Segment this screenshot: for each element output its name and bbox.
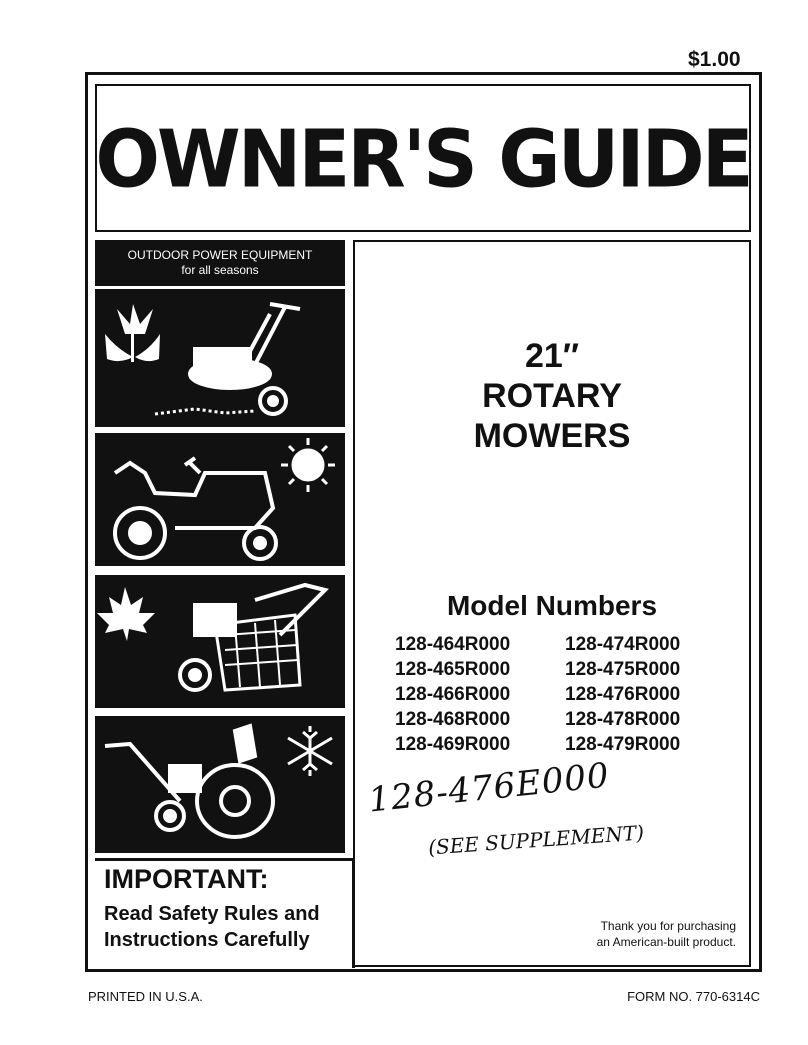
model-number: 128-464R000 bbox=[395, 634, 511, 655]
model-number: 128-468R000 bbox=[395, 709, 511, 730]
printed-in-label: PRINTED IN U.S.A. bbox=[88, 989, 203, 1004]
tiller-illustration bbox=[95, 289, 345, 427]
product-size: 21″ bbox=[524, 337, 580, 375]
product-category: MOWERS bbox=[473, 417, 631, 455]
thank-you-line2: an American-built product. bbox=[596, 935, 736, 949]
model-number: 128-466R000 bbox=[395, 684, 511, 705]
safety-instructions bbox=[104, 901, 320, 953]
fall-chipper-panel bbox=[95, 575, 345, 708]
season-header bbox=[95, 240, 345, 286]
snowflake-icon bbox=[288, 726, 332, 776]
safety-line2: Instructions Carefully bbox=[104, 929, 310, 951]
chipper-illustration bbox=[95, 575, 345, 708]
product-type: ROTARY bbox=[482, 377, 622, 415]
important-heading: IMPORTANT: bbox=[104, 864, 269, 894]
winter-snowthrower-panel bbox=[95, 716, 345, 853]
spring-tiller-panel bbox=[95, 289, 345, 427]
chipper-icon bbox=[180, 585, 325, 690]
model-numbers-list bbox=[395, 634, 735, 756]
thank-you-note bbox=[536, 918, 736, 950]
sun-icon bbox=[281, 438, 335, 492]
season-header-line2: for all seasons bbox=[181, 263, 259, 277]
snowthrower-icon bbox=[105, 726, 273, 837]
page-title: OWNER'S GUIDE bbox=[95, 111, 751, 205]
tiller-icon bbox=[155, 304, 300, 414]
form-number: FORM NO. 770-6314C bbox=[627, 989, 760, 1004]
model-number: 128-469R000 bbox=[395, 734, 511, 755]
handwritten-supplement-note: (SEE SUPPLEMENT) bbox=[427, 820, 645, 860]
price-label: $1.00 bbox=[688, 48, 741, 71]
tractor-icon bbox=[115, 458, 276, 559]
model-number: 128-479R000 bbox=[565, 734, 681, 755]
summer-tractor-panel bbox=[95, 433, 345, 566]
model-number: 128-465R000 bbox=[395, 659, 511, 680]
model-number: 128-474R000 bbox=[565, 634, 681, 655]
product-title bbox=[353, 336, 751, 456]
model-numbers-heading: Model Numbers bbox=[446, 590, 658, 621]
snowthrower-illustration bbox=[95, 716, 345, 853]
model-number: 128-478R000 bbox=[565, 709, 681, 730]
handwritten-model-note: 128-476E000 bbox=[366, 755, 612, 821]
model-number: 128-475R000 bbox=[565, 659, 681, 680]
safety-line1: Read Safety Rules and bbox=[104, 903, 320, 925]
season-header-line1: OUTDOOR POWER EQUIPMENT bbox=[127, 248, 313, 262]
tractor-illustration bbox=[95, 433, 345, 566]
model-number: 128-476R000 bbox=[565, 684, 681, 705]
maple-leaf-icon bbox=[97, 587, 155, 641]
thank-you-line1: Thank you for purchasing bbox=[600, 919, 736, 933]
tulip-icon bbox=[105, 304, 160, 362]
